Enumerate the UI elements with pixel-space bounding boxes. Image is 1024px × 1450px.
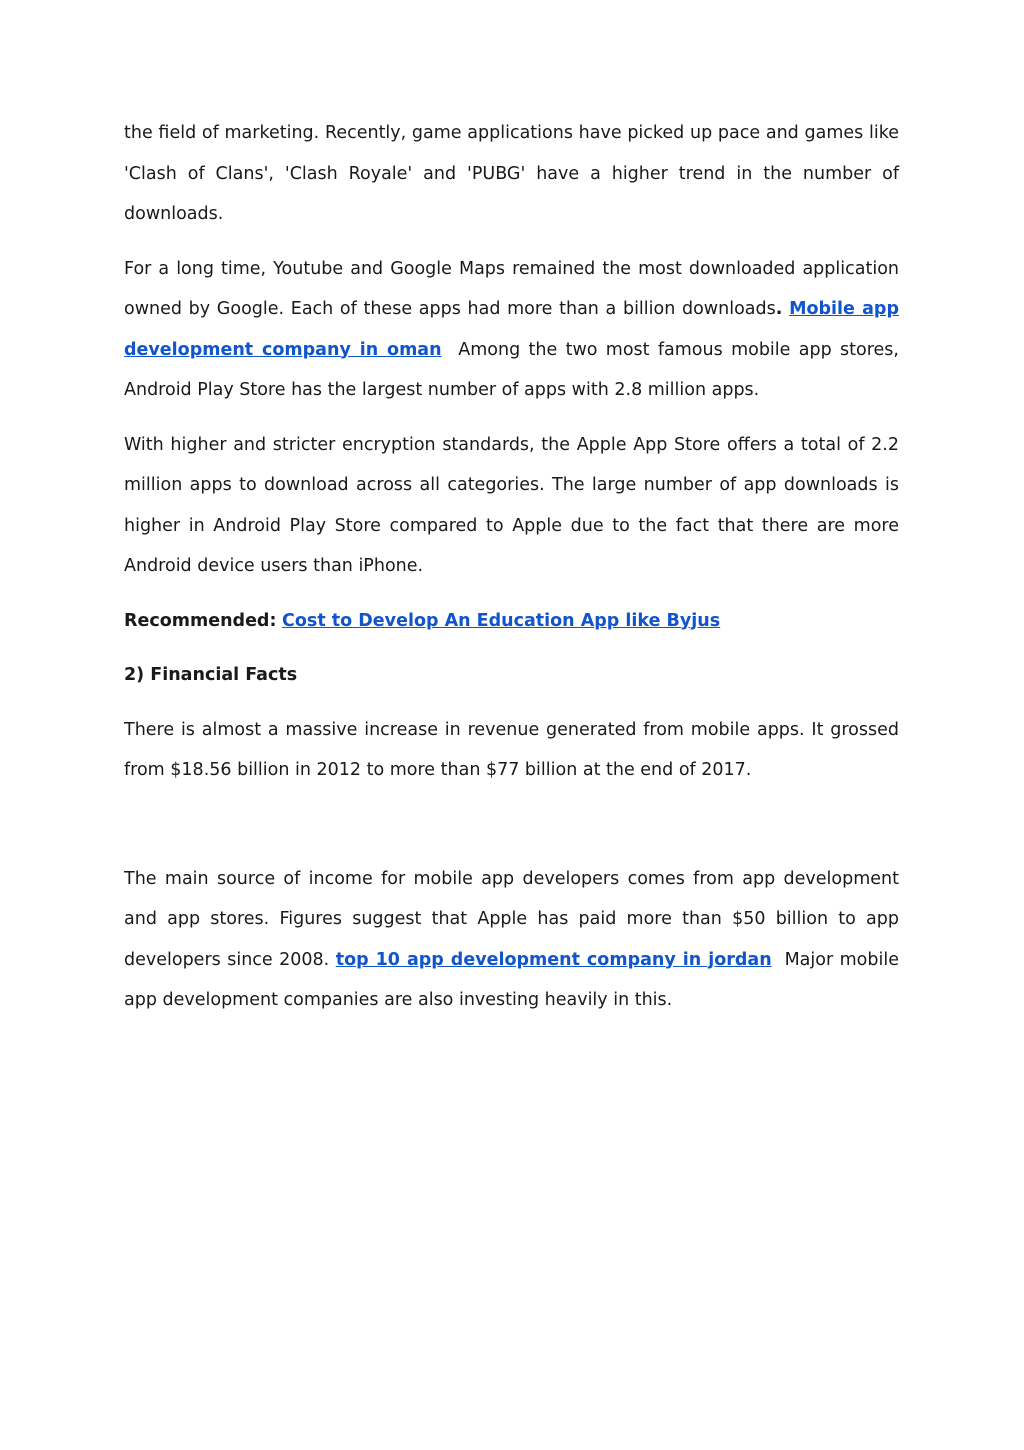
paragraph-developer-income [124, 859, 899, 1021]
paragraph-developer-income-text: The main source of income for mobile app developers comes from app development and app stores. Figures suggest that Apple has paid more than $50 billion to app developers since 2008. [124, 868, 899, 970]
paragraph-google-apps-period: . [775, 299, 783, 319]
paragraph-revenue-growth: There is almost a massive increase in revenue generated from mobile apps. It grossed from $18.56 billion in 2012 to more than $77 billion at the end of 2017. [124, 719, 899, 780]
link-mobile-app-oman[interactable]: Mobile app development company in oman [124, 299, 899, 360]
paragraph-marketing-trends: the field of marketing. Recently, game applications have picked up pace and games like 'Clash of Clans', 'Clash Royale' and 'PUBG' have a higher trend in the number of downloads. [124, 123, 899, 224]
paragraph-spacer [124, 805, 899, 859]
link-education-app-byjus[interactable]: Cost to Develop An Education App like Byjus [282, 610, 721, 631]
paragraph-google-apps-continued: Among the two most famous mobile app stores, Android Play Store has the largest number of apps with 2.8 million apps. [124, 339, 899, 400]
paragraph-developer-income-continued: Major mobile app development companies are also investing heavily in this. [124, 949, 899, 1010]
paragraph-google-apps-text: For a long time, Youtube and Google Maps remained the most downloaded application owned by Google. Each of these apps had more than a billion downloads [124, 258, 899, 319]
recommended-line [124, 601, 899, 642]
recommended-label: Recommended: [124, 610, 277, 631]
paragraph-google-apps [124, 249, 899, 411]
section-heading-financial-facts: 2) Financial Facts [124, 665, 298, 685]
paragraph-app-store-comparison: With higher and stricter encryption standards, the Apple App Store offers a total of 2.2 million apps to download across all categories. The large number of app downloads is higher in Android Play Store compared to Apple due to the fact that there are more Android device users than iPhone. [124, 434, 899, 576]
document-page [124, 113, 899, 1035]
link-app-development-jordan[interactable]: top 10 app development company in jordan [335, 949, 772, 970]
